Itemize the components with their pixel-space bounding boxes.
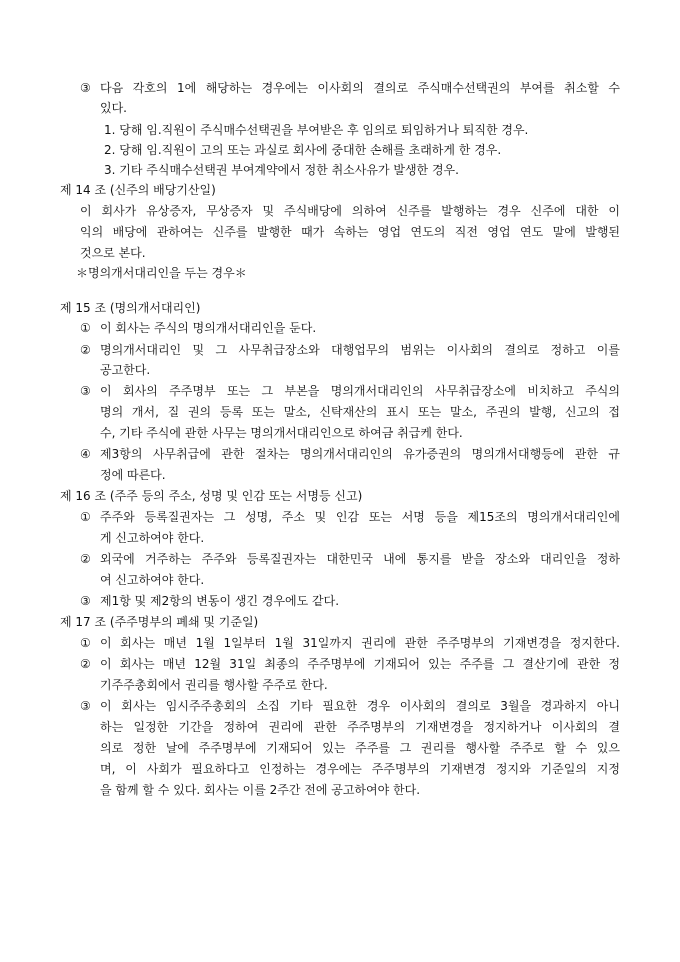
art17-p3-line5: 을 함께 할 수 있다. 회사는 이를 2주간 전에 공고하여야 한다. bbox=[100, 783, 421, 797]
paragraph-marker: ① bbox=[80, 636, 91, 650]
art16-p1-line2: 게 신고하여야 한다. bbox=[100, 531, 205, 545]
paragraph-marker: ① bbox=[80, 510, 91, 524]
art16-p2-line1: ② 외국에 거주하는 주주와 등록질권자는 대한민국 내에 통지를 받을 장소와 대리인을 정하 bbox=[80, 549, 620, 569]
paragraph-marker: ③ bbox=[80, 81, 91, 95]
art15-p2-line1: ② 명의개서대리인 및 그 사무취급장소와 대행업무의 범위는 이사회의 결의로 정하고 이를 bbox=[80, 340, 620, 360]
paragraph-marker: ④ bbox=[80, 447, 91, 461]
art16-p3-line1: ③ 제1항 및 제2항의 변동이 생긴 경우에도 같다. bbox=[80, 591, 339, 611]
art17-p2-line1: ② 이 회사는 매년 12월 31일 최종의 주주명부에 기재되어 있는 주주를 그 결산기에 관한 정 bbox=[80, 654, 620, 674]
art15-p3-line2: 명의 개서, 질 권의 등록 또는 말소, 신탁재산의 표시 또는 말소, 주권의 발행, 신고의 접 bbox=[100, 405, 620, 419]
art14-line2: 익의 배당에 관하여는 신주를 발행한 때가 속하는 영업 연도의 직전 영업 연도 말에 발행된 bbox=[80, 225, 620, 239]
art17-p3-line1: ③ 이 회사는 임시주주총회의 소집 기타 필요한 경우 이사회의 결의로 3월을 경과하지 아니 bbox=[80, 696, 620, 716]
paragraph-marker: ③ bbox=[80, 594, 91, 608]
paragraph-marker: ② bbox=[80, 343, 91, 357]
art15-p2-line2: 공고한다. bbox=[100, 363, 151, 377]
art16-title: 제 16 조 (주주 등의 주소, 성명 및 인감 또는 서명등 신고) bbox=[60, 489, 363, 503]
art15-p3-line3: 수, 기타 주식에 관한 사무는 명의개서대리인으로 하여금 취급케 한다. bbox=[100, 426, 463, 440]
art13-p3-line1: ③ 다음 각호의 1에 해당하는 경우에는 이사회의 결의로 주식매수선택권의 부여를 취소할 수 bbox=[80, 78, 620, 98]
art14-line1: 이 회사가 유상증자, 무상증자 및 주식배당에 의하여 신주를 발행하는 경우 신주에 대한 이 bbox=[80, 204, 620, 218]
art17-p1-line1: ① 이 회사는 매년 1월 1일부터 1월 31일까지 권리에 관한 주주명부의 기재변경을 정지한다. bbox=[80, 633, 620, 653]
art14-title: 제 14 조 (신주의 배당기산일) bbox=[60, 183, 216, 197]
art13-item-1: 1. 당해 임.직원이 주식매수선택권을 부여받은 후 임의로 퇴임하거나 퇴직한 경우. bbox=[104, 123, 529, 137]
art15-p4-line2: 정에 따른다. bbox=[100, 468, 166, 482]
art13-p3-line2: 있다. bbox=[100, 101, 127, 115]
paragraph-marker: ③ bbox=[80, 699, 91, 713]
art13-item-2: 2. 당해 임.직원이 고의 또는 과실로 회사에 중대한 손해를 초래하게 한 경우. bbox=[104, 143, 502, 157]
paragraph-marker: ③ bbox=[80, 384, 91, 398]
art15-p1-line1: ① 이 회사는 주식의 명의개서대리인을 둔다. bbox=[80, 318, 316, 338]
art14-line3: 것으로 본다. bbox=[80, 246, 146, 260]
art17-p2-line2: 기주주총회에서 권리를 행사할 주주로 한다. bbox=[100, 678, 328, 692]
art14-note: ＊명의개서대리인을 두는 경우＊ bbox=[76, 266, 247, 280]
art16-p1-line1: ① 주주와 등록질권자는 그 성명, 주소 및 인감 또는 서명 등을 제15조의 명의개서대리인에 bbox=[80, 507, 620, 527]
art17-title: 제 17 조 (주주명부의 폐쇄 및 기준일) bbox=[60, 615, 259, 629]
paragraph-marker: ① bbox=[80, 321, 91, 335]
art16-p2-line2: 여 신고하여야 한다. bbox=[100, 573, 205, 587]
art15-p3-line1: ③ 이 회사의 주주명부 또는 그 부본을 명의개서대리인의 사무취급장소에 비치하고 주식의 bbox=[80, 381, 620, 401]
art15-title: 제 15 조 (명의개서대리인) bbox=[60, 301, 201, 315]
art17-p3-line2: 하는 일정한 기간을 정하여 권리에 관한 주주명부의 기재변경을 정지하거나 이사회의 결 bbox=[100, 720, 620, 734]
paragraph-marker: ② bbox=[80, 552, 91, 566]
art17-p3-line4: 며, 이 사회가 필요하다고 인정하는 경우에는 주주명부의 기재변경 정지와 기준일의 지정 bbox=[100, 762, 620, 776]
paragraph-marker: ② bbox=[80, 657, 91, 671]
art13-item-3: 3. 기타 주식매수선택권 부여계약에서 정한 취소사유가 발생한 경우. bbox=[104, 163, 459, 177]
art15-p4-line1: ④ 제3항의 사무취급에 관한 절차는 명의개서대리인의 유가증권의 명의개서대행등에 관한 규 bbox=[80, 444, 620, 464]
art17-p3-line3: 의로 정한 날에 주주명부에 기재되어 있는 주주를 그 권리를 행사할 주주로 할 수 있으 bbox=[100, 741, 620, 755]
